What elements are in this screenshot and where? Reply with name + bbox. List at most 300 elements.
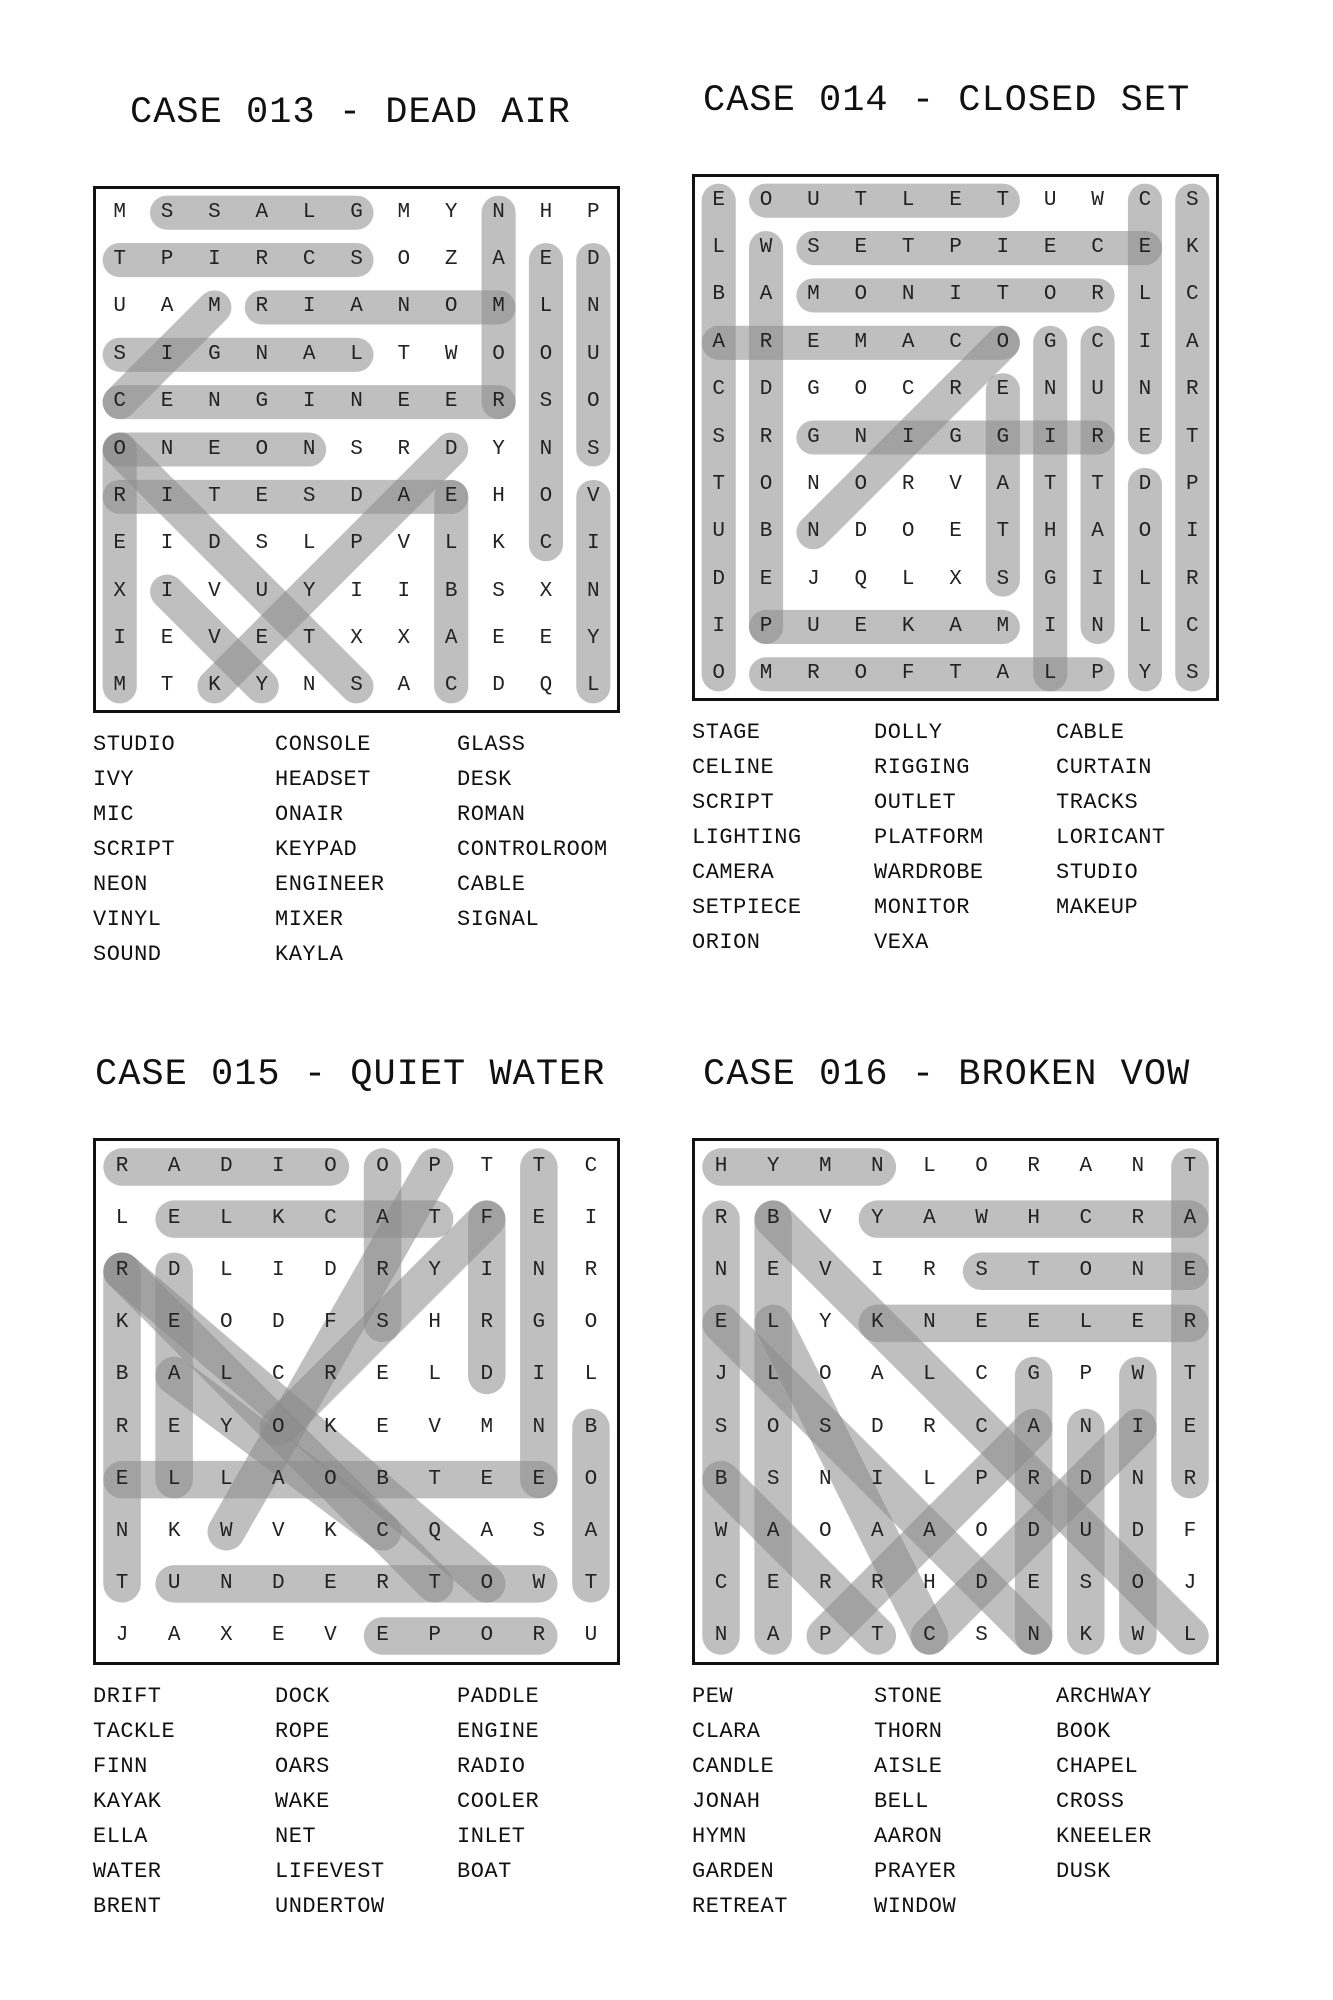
grid-letter[interactable]: E [766,1571,780,1595]
grid-letter[interactable]: W [1131,1623,1145,1647]
grid-letter[interactable]: P [975,1467,988,1491]
grid-letter[interactable]: T [1183,1363,1197,1387]
grid-letter[interactable]: S [766,1467,780,1491]
grid-letter[interactable]: F [324,1311,337,1335]
grid-letter[interactable]: A [766,1519,780,1543]
grid-letter[interactable]: N [397,295,411,319]
grid-letter[interactable]: U [255,579,269,603]
grid-letter[interactable]: M [492,295,505,319]
grid-letter[interactable]: W [219,1519,233,1543]
grid-letter[interactable]: Y [219,1415,233,1439]
grid-letter[interactable]: O [759,472,773,496]
grid-letter[interactable]: I [272,1259,285,1283]
grid-letter[interactable]: T [428,1571,441,1595]
grid-letter[interactable]: O [759,188,773,212]
grid-letter[interactable]: N [302,437,316,461]
grid-letter[interactable]: C [376,1519,389,1543]
grid-letter[interactable]: R [923,1259,936,1283]
grid-letter[interactable]: D [1027,1519,1040,1543]
grid-letter[interactable]: L [115,1207,129,1231]
grid-letter[interactable]: I [584,1207,598,1231]
grid-letter[interactable]: N [807,472,820,496]
grid-letter[interactable]: I [302,390,316,414]
grid-letter[interactable]: K [1079,1623,1093,1647]
grid-letter[interactable]: P [160,248,174,272]
grid-letter[interactable]: D [759,378,773,402]
grid-letter[interactable]: T [428,1207,441,1231]
grid-letter[interactable]: E [766,1259,780,1283]
grid-letter[interactable]: D [167,1259,181,1283]
grid-letter[interactable]: R [1091,425,1104,449]
grid-letter[interactable]: V [208,579,221,603]
grid-letter[interactable]: N [1091,614,1104,638]
grid-letter[interactable]: O [1138,520,1152,544]
grid-letter[interactable]: Y [766,1155,780,1179]
grid-letter[interactable]: E [255,484,269,508]
grid-letter[interactable]: W [759,236,773,260]
grid-letter[interactable]: R [115,1415,129,1439]
grid-letter[interactable]: H [492,484,505,508]
grid-letter[interactable]: S [255,532,269,556]
grid-letter[interactable]: N [901,283,915,307]
grid-letter[interactable]: C [539,532,553,556]
grid-letter[interactable]: N [255,342,269,366]
grid-letter[interactable]: L [444,532,458,556]
grid-letter[interactable]: O [766,1415,780,1439]
grid-letter[interactable]: E [160,390,174,414]
grid-letter[interactable]: U [1079,1519,1093,1543]
grid-letter[interactable]: I [160,579,174,603]
grid-letter[interactable]: R [115,1155,129,1179]
grid-letter[interactable]: O [584,1311,598,1335]
grid-letter[interactable]: T [115,1571,129,1595]
grid-letter[interactable]: L [923,1155,936,1179]
grid-letter[interactable]: S [1186,662,1199,686]
grid-letter[interactable]: O [587,390,600,414]
grid-letter[interactable]: R [255,295,269,319]
grid-letter[interactable]: E [807,330,820,354]
grid-letter[interactable]: C [714,1571,728,1595]
grid-letter[interactable]: O [480,1623,494,1647]
grid-letter[interactable]: N [539,437,553,461]
grid-letter[interactable]: D [492,674,505,698]
grid-letter[interactable]: Y [302,579,316,603]
grid-letter[interactable]: G [255,390,269,414]
grid-letter[interactable]: A [1091,520,1104,544]
grid-letter[interactable]: D [444,437,458,461]
grid-letter[interactable]: B [376,1467,389,1491]
grid-letter[interactable]: A [255,200,269,224]
grid-letter[interactable]: M [854,330,868,354]
grid-letter[interactable]: L [1138,567,1152,591]
grid-letter[interactable]: I [532,1363,546,1387]
grid-letter[interactable]: N [1131,1259,1145,1283]
grid-letter[interactable]: V [587,484,600,508]
grid-letter[interactable]: U [587,342,600,366]
grid-letter[interactable]: E [115,1467,129,1491]
grid-letter[interactable]: A [167,1363,181,1387]
grid-letter[interactable]: L [428,1363,441,1387]
grid-letter[interactable]: E [975,1311,988,1335]
grid-letter[interactable]: T [712,472,725,496]
grid-letter[interactable]: A [397,674,411,698]
grid-letter[interactable]: E [854,236,868,260]
grid-letter[interactable]: E [539,626,553,650]
grid-letter[interactable]: E [1131,1311,1145,1335]
grid-letter[interactable]: K [115,1311,129,1335]
grid-letter[interactable]: U [1091,378,1104,402]
grid-letter[interactable]: S [714,1415,728,1439]
grid-letter[interactable]: A [160,295,174,319]
grid-letter[interactable]: P [759,614,773,638]
grid-letter[interactable]: W [714,1519,728,1543]
grid-letter[interactable]: C [444,674,458,698]
grid-letter[interactable]: E [272,1623,285,1647]
grid-letter[interactable]: P [587,200,600,224]
grid-letter[interactable]: X [949,567,962,591]
grid-letter[interactable]: E [712,188,725,212]
grid-letter[interactable]: T [996,188,1010,212]
grid-letter[interactable]: M [996,614,1010,638]
grid-letter[interactable]: R [1091,283,1104,307]
grid-letter[interactable]: I [272,1155,285,1179]
grid-letter[interactable]: I [871,1467,884,1491]
grid-letter[interactable]: C [302,248,316,272]
grid-letter[interactable]: D [975,1571,988,1595]
grid-letter[interactable]: I [208,248,221,272]
grid-letter[interactable]: L [219,1467,233,1491]
grid-letter[interactable]: N [219,1571,233,1595]
grid-letter[interactable]: R [923,1415,936,1439]
grid-letter[interactable]: U [584,1623,598,1647]
grid-letter[interactable]: N [302,674,316,698]
grid-letter[interactable]: N [807,520,820,544]
grid-letter[interactable]: N [532,1415,546,1439]
grid-letter[interactable]: N [1027,1623,1040,1647]
grid-letter[interactable]: N [871,1155,884,1179]
grid-letter[interactable]: K [871,1311,884,1335]
grid-letter[interactable]: V [818,1259,832,1283]
grid-letter[interactable]: L [587,674,600,698]
grid-letter[interactable]: E [1043,236,1057,260]
grid-letter[interactable]: R [1186,378,1199,402]
grid-letter[interactable]: I [871,1259,884,1283]
grid-letter[interactable]: R [1131,1207,1145,1231]
grid-letter[interactable]: E [539,248,553,272]
grid-letter[interactable]: V [272,1519,285,1543]
grid-letter[interactable]: I [350,579,363,603]
grid-letter[interactable]: O [1079,1259,1093,1283]
grid-letter[interactable]: T [584,1571,598,1595]
grid-letter[interactable]: R [376,1259,389,1283]
grid-letter[interactable]: C [584,1155,598,1179]
grid-letter[interactable]: A [871,1519,884,1543]
grid-letter[interactable]: S [532,1519,546,1543]
grid-letter[interactable]: Y [255,674,269,698]
grid-letter[interactable]: K [1186,236,1199,260]
grid-letter[interactable]: R [480,1311,494,1335]
grid-letter[interactable]: I [1043,614,1057,638]
grid-letter[interactable]: N [1079,1415,1093,1439]
grid-letter[interactable]: L [712,236,725,260]
grid-letter[interactable]: E [208,437,221,461]
grid-letter[interactable]: C [1186,283,1199,307]
grid-letter[interactable]: R [871,1571,884,1595]
grid-letter[interactable]: R [1183,1467,1197,1491]
grid-letter[interactable]: A [272,1467,285,1491]
grid-letter[interactable]: R [255,248,269,272]
grid-letter[interactable]: E [1138,425,1152,449]
grid-letter[interactable]: S [113,342,126,366]
grid-letter[interactable]: S [350,674,363,698]
grid-letter[interactable]: L [219,1259,233,1283]
grid-letter[interactable]: E [1027,1311,1040,1335]
grid-letter[interactable]: L [219,1363,233,1387]
grid-letter[interactable]: F [1183,1519,1197,1543]
grid-letter[interactable]: L [1138,283,1152,307]
grid-letter[interactable]: D [272,1311,285,1335]
grid-letter[interactable]: N [350,390,363,414]
grid-letter[interactable]: D [324,1259,337,1283]
grid-letter[interactable]: W [532,1571,546,1595]
grid-letter[interactable]: T [854,188,868,212]
grid-letter[interactable]: N [923,1311,936,1335]
grid-letter[interactable]: C [923,1623,936,1647]
grid-letter[interactable]: E [376,1415,389,1439]
grid-letter[interactable]: N [115,1519,129,1543]
grid-letter[interactable]: D [1131,1519,1145,1543]
grid-letter[interactable]: A [712,330,725,354]
grid-letter[interactable]: O [584,1467,598,1491]
grid-letter[interactable]: E [1183,1415,1197,1439]
grid-letter[interactable]: N [208,390,221,414]
grid-letter[interactable]: Y [492,437,505,461]
grid-letter[interactable]: L [1043,662,1057,686]
grid-letter[interactable]: N [1138,378,1152,402]
grid-letter[interactable]: I [160,484,174,508]
grid-letter[interactable]: N [854,425,868,449]
grid-letter[interactable]: O [324,1155,337,1179]
grid-letter[interactable]: H [923,1571,936,1595]
grid-letter[interactable]: R [492,390,505,414]
grid-letter[interactable]: E [167,1415,181,1439]
grid-letter[interactable]: D [350,484,363,508]
grid-letter[interactable]: H [428,1311,441,1335]
grid-letter[interactable]: G [1043,567,1057,591]
grid-letter[interactable]: A [302,342,316,366]
grid-letter[interactable]: V [428,1415,441,1439]
grid-letter[interactable]: V [818,1207,832,1231]
grid-letter[interactable]: O [539,342,553,366]
grid-letter[interactable]: N [1131,1155,1145,1179]
grid-letter[interactable]: E [113,532,126,556]
grid-letter[interactable]: A [923,1207,936,1231]
grid-letter[interactable]: L [539,295,553,319]
grid-letter[interactable]: E [759,567,773,591]
grid-letter[interactable]: R [115,1259,129,1283]
grid-letter[interactable]: S [302,484,316,508]
grid-letter[interactable]: W [975,1207,988,1231]
grid-letter[interactable]: X [219,1623,233,1647]
grid-letter[interactable]: K [492,532,505,556]
grid-letter[interactable]: A [167,1155,181,1179]
grid-letter[interactable]: C [1091,330,1104,354]
grid-letter[interactable]: M [208,295,221,319]
grid-letter[interactable]: G [1043,330,1057,354]
grid-letter[interactable]: Q [539,674,553,698]
grid-letter[interactable]: O [854,283,868,307]
grid-letter[interactable]: B [584,1415,598,1439]
grid-letter[interactable]: E [376,1363,389,1387]
grid-letter[interactable]: A [1186,330,1199,354]
grid-letter[interactable]: T [428,1467,441,1491]
grid-letter[interactable]: V [949,472,962,496]
grid-letter[interactable]: P [428,1623,441,1647]
grid-letter[interactable]: Q [854,567,868,591]
grid-letter[interactable]: U [807,188,820,212]
grid-letter[interactable]: O [975,1519,988,1543]
grid-letter[interactable]: D [854,520,868,544]
grid-letter[interactable]: S [539,390,553,414]
grid-letter[interactable]: M [480,1415,494,1439]
grid-letter[interactable]: N [587,295,600,319]
grid-letter[interactable]: U [807,614,820,638]
grid-letter[interactable]: O [480,1571,494,1595]
grid-letter[interactable]: J [807,567,820,591]
grid-letter[interactable]: C [1186,614,1199,638]
grid-letter[interactable]: G [949,425,962,449]
grid-letter[interactable]: P [818,1623,832,1647]
grid-letter[interactable]: T [480,1155,494,1179]
grid-letter[interactable]: O [854,662,868,686]
grid-letter[interactable]: C [324,1207,337,1231]
grid-letter[interactable]: O [219,1311,233,1335]
grid-letter[interactable]: I [160,532,174,556]
grid-letter[interactable]: C [1079,1207,1093,1231]
grid-letter[interactable]: I [1043,425,1057,449]
grid-letter[interactable]: J [714,1363,728,1387]
grid-letter[interactable]: L [584,1363,598,1387]
grid-letter[interactable]: C [901,378,915,402]
grid-letter[interactable]: P [428,1155,441,1179]
grid-letter[interactable]: F [480,1207,494,1231]
grid-letter[interactable]: R [714,1207,728,1231]
grid-letter[interactable]: A [996,662,1010,686]
grid-letter[interactable]: A [923,1519,936,1543]
grid-letter[interactable]: K [324,1415,337,1439]
grid-letter[interactable]: R [759,425,773,449]
grid-letter[interactable]: R [324,1363,337,1387]
grid-letter[interactable]: L [1079,1311,1093,1335]
grid-letter[interactable]: Q [428,1519,441,1543]
grid-letter[interactable]: A [901,330,915,354]
grid-letter[interactable]: A [350,295,363,319]
grid-letter[interactable]: I [113,626,126,650]
grid-letter[interactable]: A [480,1519,494,1543]
grid-letter[interactable]: P [350,532,363,556]
grid-letter[interactable]: A [376,1207,389,1231]
grid-letter[interactable]: S [350,437,363,461]
grid-letter[interactable]: E [444,390,458,414]
grid-letter[interactable]: B [115,1363,129,1387]
grid-letter[interactable]: S [975,1259,988,1283]
grid-letter[interactable]: T [871,1623,884,1647]
grid-letter[interactable]: V [208,626,221,650]
grid-letter[interactable]: M [113,674,126,698]
grid-letter[interactable]: R [397,437,411,461]
grid-letter[interactable]: R [807,662,820,686]
grid-letter[interactable]: O [818,1519,832,1543]
grid-letter[interactable]: N [818,1467,832,1491]
grid-letter[interactable]: O [818,1363,832,1387]
grid-letter[interactable]: Y [587,626,600,650]
grid-letter[interactable]: R [376,1571,389,1595]
grid-letter[interactable]: B [712,283,725,307]
grid-letter[interactable]: U [712,520,725,544]
grid-letter[interactable]: L [923,1363,936,1387]
grid-letter[interactable]: L [901,188,915,212]
grid-letter[interactable]: L [923,1467,936,1491]
grid-letter[interactable]: S [996,567,1010,591]
grid-letter[interactable]: T [1186,425,1199,449]
grid-letter[interactable]: E [480,1467,494,1491]
grid-letter[interactable]: T [113,248,126,272]
grid-letter[interactable]: R [1027,1155,1040,1179]
grid-letter[interactable]: I [901,425,915,449]
grid-letter[interactable]: T [996,520,1010,544]
grid-letter[interactable]: M [113,200,126,224]
grid-letter[interactable]: T [532,1155,546,1179]
grid-letter[interactable]: A [871,1363,884,1387]
grid-letter[interactable]: T [397,342,411,366]
grid-letter[interactable]: C [975,1415,988,1439]
grid-letter[interactable]: A [584,1519,598,1543]
grid-letter[interactable]: R [113,484,126,508]
grid-letter[interactable]: L [766,1363,780,1387]
grid-letter[interactable]: I [587,532,600,556]
grid-letter[interactable]: D [1138,472,1152,496]
grid-letter[interactable]: G [208,342,221,366]
grid-letter[interactable]: A [759,283,773,307]
grid-letter[interactable]: R [532,1623,546,1647]
grid-letter[interactable]: Z [444,248,458,272]
grid-letter[interactable]: H [1027,1207,1040,1231]
grid-letter[interactable]: K [272,1207,285,1231]
grid-letter[interactable]: B [759,520,773,544]
grid-letter[interactable]: S [1186,188,1199,212]
grid-letter[interactable]: O [113,437,126,461]
grid-letter[interactable]: T [996,283,1010,307]
grid-letter[interactable]: A [397,484,411,508]
grid-letter[interactable]: O [444,295,458,319]
grid-letter[interactable]: E [397,390,411,414]
grid-letter[interactable]: E [160,626,174,650]
grid-letter[interactable]: G [1027,1363,1040,1387]
grid-letter[interactable]: C [712,378,725,402]
grid-letter[interactable]: P [1079,1363,1093,1387]
grid-letter[interactable]: S [818,1415,832,1439]
grid-letter[interactable]: S [160,200,174,224]
grid-letter[interactable]: X [350,626,363,650]
grid-letter[interactable]: P [1186,472,1199,496]
grid-letter[interactable]: H [539,200,553,224]
grid-letter[interactable]: T [160,674,174,698]
grid-letter[interactable]: E [255,626,269,650]
grid-letter[interactable]: E [492,626,505,650]
grid-letter[interactable]: E [324,1571,337,1595]
grid-letter[interactable]: J [1183,1571,1197,1595]
grid-letter[interactable]: E [167,1207,181,1231]
